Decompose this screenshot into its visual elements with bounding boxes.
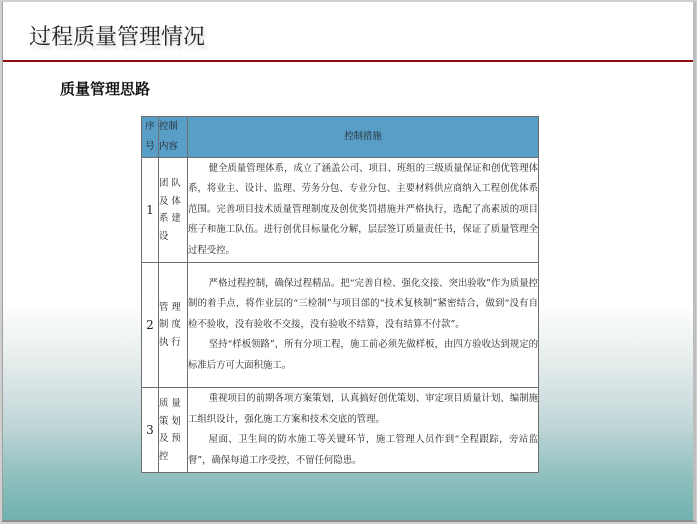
title-divider bbox=[3, 60, 693, 62]
row-category: 质量策划及预控 bbox=[159, 388, 188, 473]
table-row bbox=[142, 388, 539, 473]
measure-paragraph: 重视项目的前期各项方案策划，认真搞好创优策划、审定项目质量计划、编制施工组织设计，强化施工方案和技术交底的管理。 bbox=[188, 393, 538, 425]
slide-title: 过程质量管理情况 bbox=[29, 25, 206, 50]
row-measures bbox=[188, 158, 539, 263]
table-header-row bbox=[142, 117, 539, 158]
row-category: 团队及体系建设 bbox=[159, 158, 188, 263]
row-number: 3 bbox=[142, 388, 159, 473]
table-row bbox=[142, 263, 539, 388]
measure-paragraph: 屋面、卫生间的防水施工等关键环节，施工管理人员作到“全程跟踪，旁站监督”，确保每道工序受控，不留任何隐患。 bbox=[188, 434, 538, 466]
header-measures: 控制措施 bbox=[188, 117, 539, 158]
header-category: 控制内容 bbox=[159, 117, 188, 158]
row-category: 管理制度执行 bbox=[159, 263, 188, 388]
quality-control-table bbox=[141, 116, 539, 473]
row-measures bbox=[188, 388, 539, 473]
measure-paragraph: 坚持“样板领路”，所有分项工程，施工前必须先做样板，由四方验收达到规定的标准后方可大面积施工。 bbox=[188, 339, 538, 371]
row-number: 1 bbox=[142, 158, 159, 263]
section-subtitle: 质量管理思路 bbox=[60, 80, 151, 98]
table-row bbox=[142, 158, 539, 263]
row-number: 2 bbox=[142, 263, 159, 388]
measure-paragraph: 健全质量管理体系，成立了涵盖公司、项目、班组的三级质量保证和创优管理体系，将业主、设计、监理、劳务分包、专业分包、主要材料供应商纳入工程创优体系范围。完善项目技术质量管理制度及创优奖罚措施并严格执行，选配了高素质的项目班子和施工队伍。进行创优目标量化分解，层层签订质量责任书，保证了质量管理全过程受控。 bbox=[188, 162, 538, 256]
measure-paragraph: 严格过程控制，确保过程精品。把“完善自检、强化交接、突出验收”作为质量控制的着手点，将作业层的“三检制”与项目部的“技术复核制”紧密结合，做到“没有自检不验收，没有验收不交接，没有验收不结算，没有结算不付款”。 bbox=[188, 277, 538, 330]
row-measures bbox=[188, 263, 539, 388]
header-no: 序号 bbox=[142, 117, 159, 158]
